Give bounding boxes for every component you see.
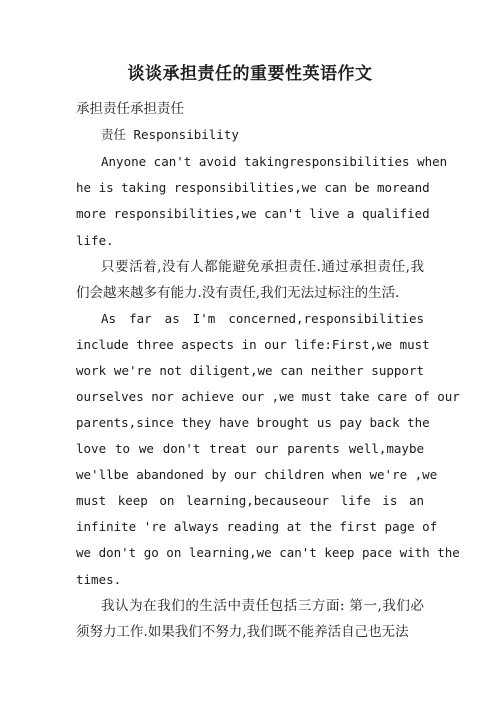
section-heading: 责任 Responsibility <box>101 127 239 142</box>
text-line: more responsibilities,we can't live a qualified <box>76 206 430 221</box>
text-line: he is taking responsibilities,we can be moreand <box>76 180 430 195</box>
document-subtitle: 承担责任承担责任 <box>76 101 184 117</box>
text-line: 们会越来越多有能力.没有责任,我们无法过标注的生活. <box>76 285 400 301</box>
text-line: must keep on learning,becauseour life is an <box>76 493 424 508</box>
document-title: 谈谈承担责任的重要性英语作文 <box>127 64 373 84</box>
text-line: times. <box>76 572 122 587</box>
text-line: we'llbe abandoned by our children when we're ,we <box>76 467 438 482</box>
text-line: include three aspects in our life:First,we must <box>76 337 430 352</box>
text-line: work we're not diligent,we can neither support <box>76 363 424 378</box>
text-line: life. <box>76 233 114 248</box>
text-line: parents,since they have brought us pay back the <box>76 415 430 430</box>
text-line: love to we don't treat our parents well,maybe <box>76 441 424 456</box>
text-line: infinite 're always reading at the first page of <box>76 519 438 534</box>
text-line: ourselves nor achieve our ,we must take care of our <box>76 389 460 404</box>
text-line: 须努力工作.如果我们不努力,我们既不能养活自己也无法 <box>76 624 409 640</box>
text-line: we don't go on learning,we can't keep pace with the <box>76 545 460 560</box>
text-line: Anyone can't avoid takingresponsibilities when <box>101 154 448 169</box>
text-line: As far as I'm concerned,responsibilities <box>101 311 424 326</box>
text-line: 只要活着,没有人都能避免承担责任.通过承担责任,我 <box>101 259 424 275</box>
text-line: 我认为在我们的生活中责任包括三方面: 第一,我们必 <box>101 598 424 614</box>
